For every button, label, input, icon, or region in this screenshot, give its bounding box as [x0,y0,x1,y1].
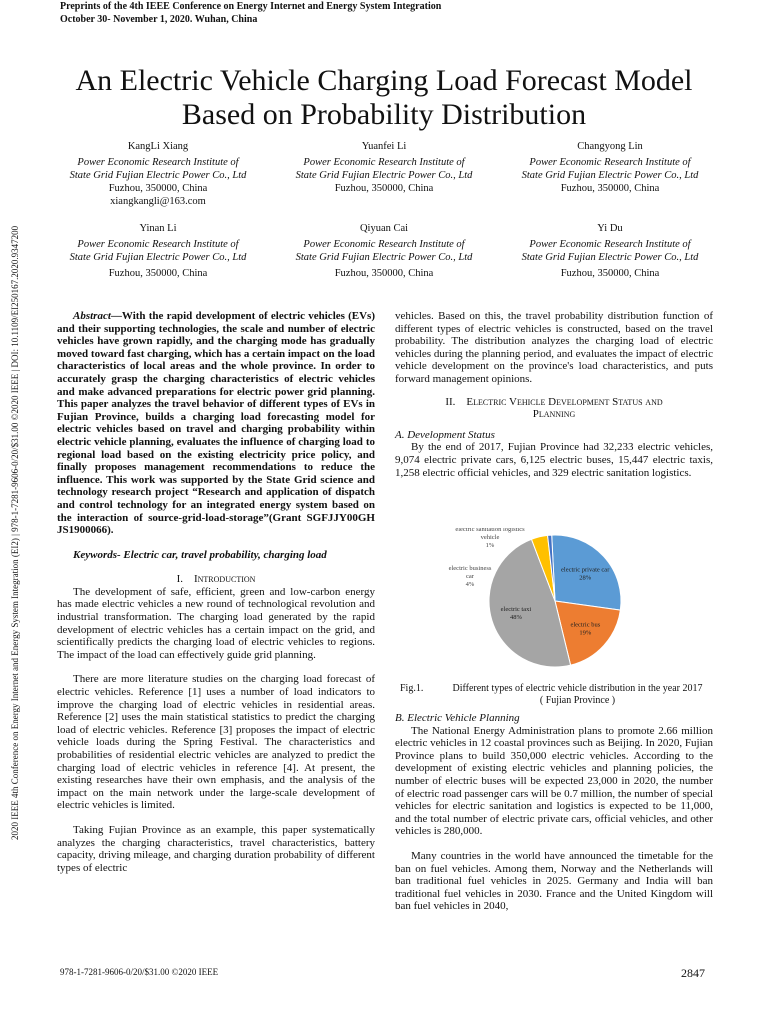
author-city: Fuzhou, 350000, China [334,268,434,279]
author-affiliation: Power Economic Research Institute of [303,157,465,168]
conference-header [60,0,441,26]
figure-caption-line-2: ( Fujian Province ) [539,695,616,706]
svg-text:electric sanitation logistics: electric sanitation logistics [455,528,525,533]
svg-text:1%: 1% [485,542,495,549]
paragraph: There are more literature studies on the charging load forecast of electric vehicles. Reference [1] uses a number of load indicators to improve the charging load of electric vehicles in residential areas. Reference [2] uses the main statistical statistics to predict the charging load of electric vehicles. Reference [3] proposes the impact of electric vehicle loads during the Spring Festival. The characteristics and probabilities of residential electric vehicles are analyzed to predict the charging load of electric vehicles in reference [4]. At present, the existing researches have their own emphasis, and the analysis of the impact on the main network under the large-scale development of electric vehicles is limited. [57,673,375,812]
paragraph: vehicles. Based on this, the travel probability distribution function of different types of electric vehicles is constructed, based on the travel probability. The distribution analyzes the charging load of electric vehicles during the planning period, and evaluates the impact of electric vehicle development on the province's load characteristics, and puts forward management opinions. [395,310,713,385]
author-city: Fuzhou, 350000, China [560,183,660,194]
pie-chart [395,528,713,678]
author-block [264,140,504,195]
svg-text:electric business: electric business [448,565,492,572]
author-email[interactable]: xiangkangli@163.com [110,196,206,207]
svg-text:4%: 4% [465,581,475,588]
title-line-1: An Electric Vehicle Charging Load Forecast Model [75,64,693,97]
author-affiliation: State Grid Fujian Electric Power Co., Ltd [69,252,247,263]
author-name: Yinan Li [139,223,177,234]
author-block [264,222,504,280]
header-line-2: October 30- November 1, 2020. Wuhan, China [60,14,258,25]
author-affiliation: State Grid Fujian Electric Power Co., Ltd [521,252,699,263]
section-heading-1 [57,573,375,586]
author-name: Qiyuan Cai [359,223,409,234]
author-block [490,140,730,195]
figure-caption-line-1: Different types of electric vehicle distribution in the year 2017 [452,683,703,694]
author-affiliation: Power Economic Research Institute of [529,239,691,250]
side-doi-text: 2020 IEEE 4th Conference on Energy Internet and Energy System Integration (EI2) | 978-1-7281-9606-0/20/$31.00 ©2020 IEEE | DOI: 10.1109/EI250167.2020.9347200 [10,225,20,840]
section-title: Electric Vehicle Development Status and [466,395,663,408]
footer-copyright: 978-1-7281-9606-0/20/$31.00 ©2020 IEEE [60,967,219,977]
author-block [38,140,278,208]
left-column [57,310,375,874]
svg-text:electric private car: electric private car [561,566,610,574]
section-title-cont: Planning [532,408,576,421]
author-block [490,222,730,280]
paragraph: By the end of 2017, Fujian Province had 32,233 electric vehicles, 9,074 electric private cars, 6,125 electric buses, 15,447 electric taxis, 1,258 electric official vehicles, and 329 electric sanitation logistics. [395,441,713,479]
svg-text:car: car [466,573,474,580]
author-city: Fuzhou, 350000, China [560,268,660,279]
svg-text:electric bus: electric bus [570,621,601,629]
paragraph: Many countries in the world have announced the timetable for the ban on fuel vehicles. Among them, Norway and the Netherlands will ban traditional fuel vehicles in 2025. Germany and India will ban traditional fuel vehicles in 2030. France and the United Kingdom will ban fuel vehicles in 2040, [395,849,713,913]
title-line-2: Based on Probability Distribution [181,98,587,131]
paragraph: The National Energy Administration plans to promote 2.66 million electric vehicles in 12 coastal provinces such as Beijing. In 2020, Fujian Province plans to build 350,000 electric vehicles. According to the development of existing electric vehicles and planning policies, the number of electric buses will be expected 23,000 in 2020, the number of electric road passenger cars will be 0.7 million, the number of special vehicles for electric sanitation and logistics is expected to be 11,000, and the total number of electric private cars, official vehicles, and other vehicles is 280,000. [395,724,714,838]
paragraph: The development of safe, efficient, green and low-carbon energy has made electric vehicles a new round of technological revolution and industrial transformation. The charging load generated by the rapid development of electric vehicles has a certain impact on the grid, and scientifically predicts the charging load of electric vehicles to regions. The impact of the load can effectively guide grid planning. [57,585,375,661]
right-column-bottom [395,712,713,913]
abstract-label: Abstract [73,310,111,322]
author-affiliation: Power Economic Research Institute of [303,239,465,250]
page-number: 2847 [681,966,705,980]
author-affiliation: State Grid Fujian Electric Power Co., Ltd [521,170,699,181]
svg-text:48%: 48% [509,614,522,622]
figure-label: Fig.1. [400,683,424,694]
svg-text:vehicle: vehicle [480,534,500,541]
author-name: Yuanfei Li [361,141,407,152]
pie-chart-figure [395,528,713,678]
paragraph: Taking Fujian Province as an example, this paper systematically analyzes the charging characteristics, travel characteristics, battery capacity, driving mileage, and charging duration probability of different types of electric [57,823,375,874]
author-city: Fuzhou, 350000, China [108,183,208,194]
section-heading-2 [395,396,713,409]
author-name: Changyong Lin [577,141,643,152]
pie-label-electric-business-car [449,565,492,588]
author-affiliation: Power Economic Research Institute of [77,239,239,250]
pie-label-electric-sanitation-logistics-vehicle [455,528,525,549]
paper-title [0,64,768,132]
author-affiliation: Power Economic Research Institute of [529,157,691,168]
author-affiliation: State Grid Fujian Electric Power Co., Ltd [295,252,473,263]
author-name: Yi Du [597,223,623,234]
author-affiliation: State Grid Fujian Electric Power Co., Ltd [295,170,473,181]
right-column-top [395,310,713,479]
svg-text:electric taxi: electric taxi [500,606,532,614]
author-city: Fuzhou, 350000, China [334,183,434,194]
abstract [57,310,375,537]
keywords: Keywords- Electric car, travel probability, charging load [73,548,327,561]
svg-text:28%: 28% [579,574,592,582]
header-line-1: Preprints of the 4th IEEE Conference on Energy Internet and Energy System Integration [60,1,442,12]
author-city: Fuzhou, 350000, China [108,268,208,279]
section-number: II. [445,395,456,408]
section-number: I. [176,573,183,586]
svg-text:19%: 19% [579,629,592,637]
author-name: KangLi Xiang [127,141,189,152]
abstract-text: —With the rapid development of electric vehicles (EVs) and their supporting technologies, the scale and number of electric vehicles have grown rapidly, and the charging mode has gradually moved toward fast charging, which has a certain impact on the load characteristics of local areas and the whole province. In order to accurately grasp the charging characteristics of electric vehicles and make advanced preparations for electric power grid planning. This paper analyzes the travel behavior of different types of EVs in Fujian Province, builds a charging load forecasting model for electric vehicles based on travel and charging probability within electric vehicle planning, evaluates the influence of charging load to regional load based on the existing electricity price policy, and finally proposes management recommendations to reduce the influence. This work was supported by the State Grid science and technology research project “Research and application of dispatch and control technology for an integrated energy system based on the interaction of source-grid-load-storage”(Grant SGFJJY00GH JS1900066). [57,310,375,537]
section-title: Introduction [193,573,256,586]
subsection-b-heading: B. Electric Vehicle Planning [395,712,520,724]
author-block [38,222,278,280]
subsection-a-heading: A. Development Status [395,428,495,441]
author-affiliation: Power Economic Research Institute of [77,157,239,168]
author-affiliation: State Grid Fujian Electric Power Co., Ltd [69,170,247,181]
